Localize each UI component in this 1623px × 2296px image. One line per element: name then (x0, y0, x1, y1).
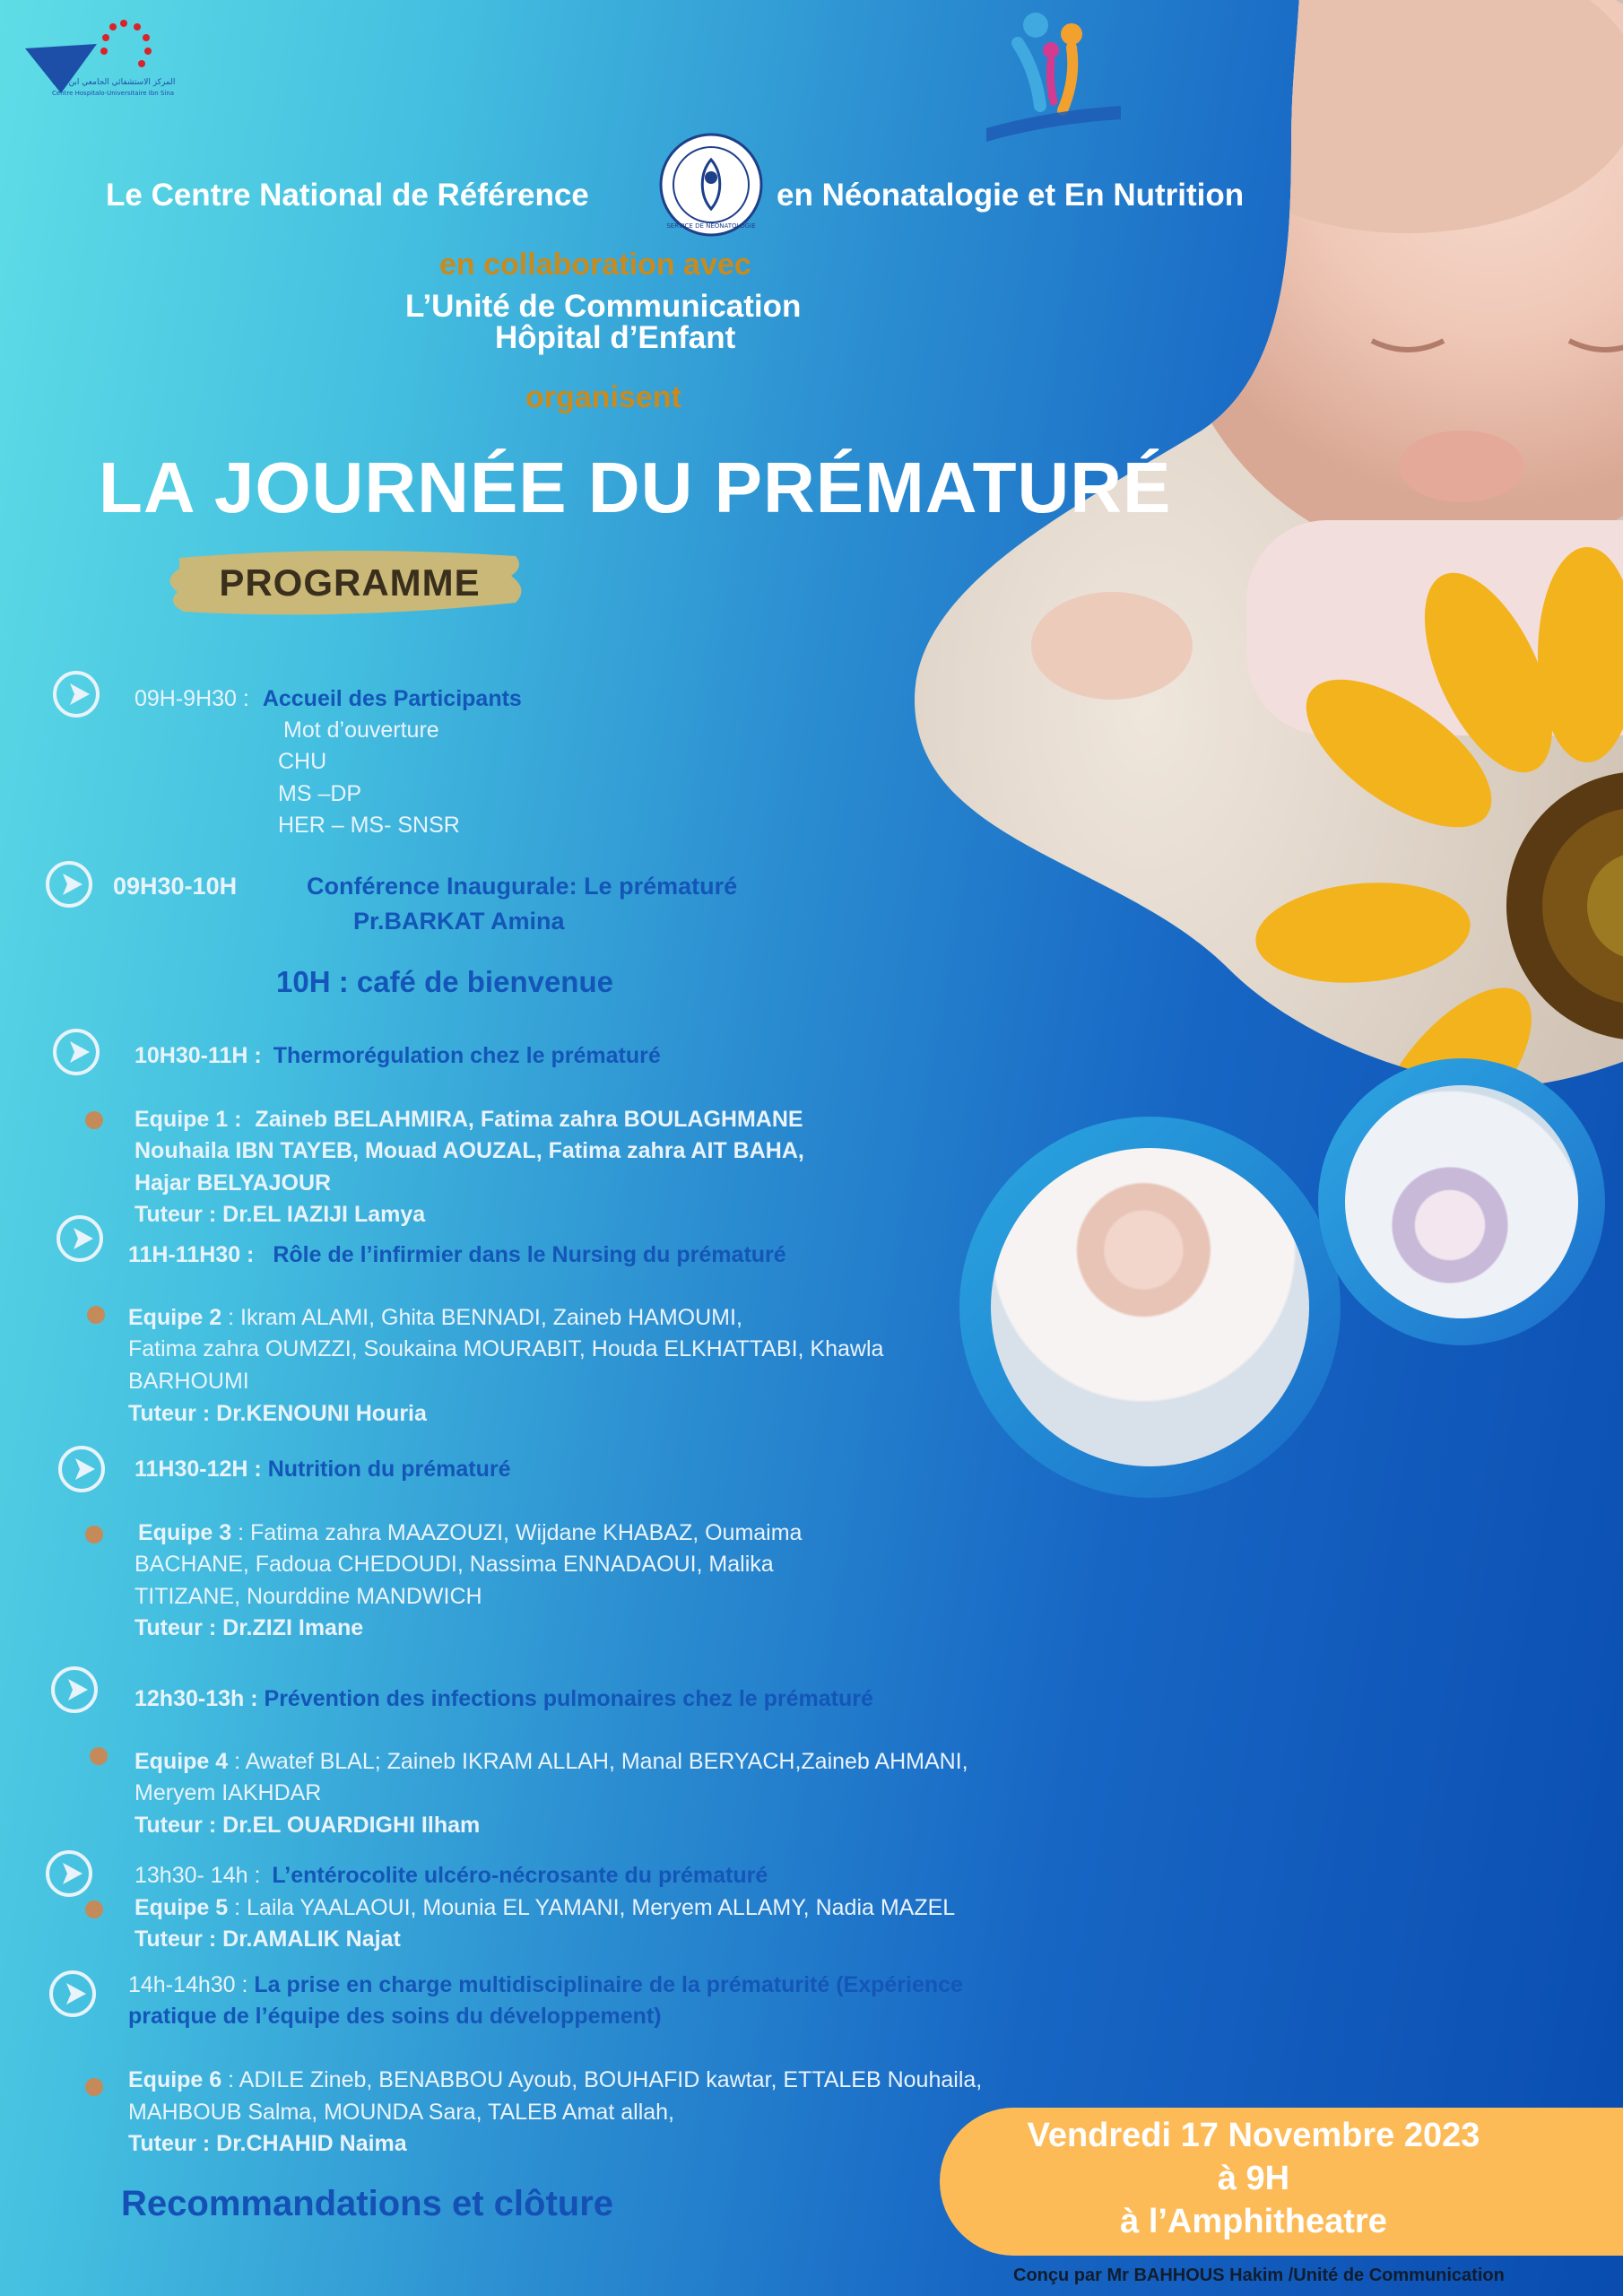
event-date-box (940, 2108, 1623, 2256)
session-6-time: 12h30-13h (135, 1686, 245, 1711)
family-logo (986, 7, 1121, 160)
session-5-tutor-label: Tuteur : (135, 1615, 217, 1640)
session-5-heading (135, 1454, 511, 1485)
session-1-heading (135, 683, 522, 715)
chu-logo-arabic: المركز الاستشفائي الجامعي ابن سينا (52, 78, 176, 87)
session-5-sep: : (247, 1457, 268, 1482)
arrow-circle-icon (54, 1213, 106, 1265)
session-8-tutor-line (128, 2128, 407, 2160)
session-4-tutor: Dr.KENOUNI Houria (216, 1401, 427, 1426)
session-8-title-1: La prise en charge multidisciplinaire de la prématurité (Expérience (254, 1972, 963, 1997)
arrow-circle-icon (48, 1664, 100, 1716)
event-place: à l’Amphitheatre (1120, 2203, 1387, 2240)
session-3-team-label: Equipe 1 : (135, 1107, 242, 1132)
session-1-sub-2: CHU (278, 749, 327, 774)
arrow-circle-icon (47, 1968, 99, 2020)
session-8-title-2: pratique de l’équipe des soins du développement) (128, 2004, 662, 2029)
session-7-tutor-label: Tuteur : (135, 1926, 217, 1952)
incubator-photo-1 (959, 1117, 1341, 1498)
session-5-tutor: Dr.ZIZI Imane (222, 1615, 364, 1640)
bullet-dot (85, 1900, 103, 1918)
session-6-heading (135, 1683, 873, 1715)
bullet-dot (90, 1747, 108, 1765)
session-7-team-label: Equipe 5 (135, 1895, 229, 1920)
session-7-time: 13h30- 14h : (135, 1863, 261, 1888)
session-5-tutor-line (135, 1613, 363, 1644)
session-3-heading (135, 1040, 661, 1072)
organise-text: organisent (525, 380, 681, 414)
arrow-circle-icon (43, 858, 95, 910)
session-3-team-line-1 (135, 1104, 803, 1135)
session-5-team-line-1 (135, 1518, 802, 1549)
session-4-team-line-1 (128, 1302, 742, 1334)
coffee-break: 10H : café de bienvenue (276, 965, 613, 998)
session-8-heading (128, 1970, 963, 2001)
session-1-title: Accueil des Participants (262, 686, 522, 711)
session-3-time: 10H30-11H : (135, 1043, 262, 1068)
session-2-title: Conférence Inaugurale: Le prématuré (307, 873, 738, 900)
session-8-tutor-label: Tuteur : (128, 2131, 211, 2156)
bullet-dot (85, 2078, 103, 2096)
arrow-circle-icon (50, 1026, 102, 1078)
session-8-team-label: Equipe 6 (128, 2067, 222, 2092)
session-6-title: Prévention des infections pulmonaires chez le prématuré (264, 1686, 873, 1711)
session-3-tutor-label: Tuteur : (135, 1202, 217, 1227)
session-7-team-1: : Laila YAALAOUI, Mounia EL YAMANI, Meryem ALLAMY, Nadia MAZEL (234, 1895, 956, 1920)
bullet-dot (85, 1526, 103, 1544)
session-3-team-3: Hajar BELYAJOUR (135, 1170, 332, 1196)
bullet-dot (87, 1306, 105, 1324)
session-6-tutor: Dr.EL OUARDIGHI Ilham (222, 1813, 481, 1838)
design-credit: Conçu par Mr BAHHOUS Hakim /Unité de Communication (1013, 2266, 1505, 2285)
session-5-time: 11H30-12H (135, 1457, 248, 1482)
session-3-tutor: Dr.EL IAZIJI Lamya (222, 1202, 426, 1227)
session-5-team-1: : Fatima zahra MAAZOUZI, Wijdane KHABAZ, Oumaima (238, 1520, 803, 1545)
session-4-team-2: Fatima zahra OUMZZI, Soukaina MOURABIT, Houda ELKHATTABI, Khawla (128, 1336, 884, 1361)
session-5-team-3: TITIZANE, Nourddine MANDWICH (135, 1584, 482, 1609)
session-7-tutor-line (135, 1924, 401, 1955)
arrow-circle-icon (50, 668, 102, 720)
arrow-circle-icon (56, 1443, 108, 1495)
session-4-title: Rôle de l’infirmier dans le Nursing du prématuré (273, 1242, 786, 1267)
hospital-text: Hôpital d’Enfant (495, 320, 736, 355)
session-4-team-1: : Ikram ALAMI, Ghita BENNADI, Zaineb HAMOUMI, (228, 1305, 742, 1330)
incubator-photo-2 (1318, 1058, 1605, 1345)
session-6-team-line-1 (135, 1746, 968, 1778)
session-6-sep: : (244, 1686, 265, 1711)
arrow-circle-icon (43, 1848, 95, 1900)
header-line1-left: Le Centre National de Référence (106, 178, 589, 213)
session-1-sub-3: MS –DP (278, 781, 362, 806)
session-5-title: Nutrition du prématuré (267, 1457, 511, 1482)
session-5-team-label: Equipe 3 (138, 1520, 232, 1545)
session-7-team-line-1 (135, 1892, 955, 1924)
session-8-time: 14h-14h30 : (128, 1972, 248, 1997)
programme-badge (161, 540, 538, 626)
session-4-tutor-label: Tuteur : (128, 1401, 211, 1426)
session-4-tutor-line (128, 1398, 427, 1430)
session-1-sub-1: Mot d’ouverture (283, 718, 439, 743)
session-7-title: L’entérocolite ulcéro-nécrosante du prématuré (272, 1863, 768, 1888)
session-6-team-2: Meryem IAKHDAR (135, 1780, 322, 1805)
session-3-team-1: Zaineb BELAHMIRA, Fatima zahra BOULAGHMANE (255, 1107, 803, 1132)
seal-text: SERVICE DE NEONATOLOGIE (666, 222, 756, 230)
session-8-tutor: Dr.CHAHID Naima (216, 2131, 407, 2156)
event-date: Vendredi 17 Novembre 2023 (1027, 2117, 1480, 2154)
session-6-team-label: Equipe 4 (135, 1749, 229, 1774)
header-line1-right: en Néonatalogie et En Nutrition (777, 178, 1245, 213)
session-7-tutor: Dr.AMALIK Najat (222, 1926, 401, 1952)
session-4-heading (128, 1239, 786, 1271)
collab-text: en collaboration avec (439, 248, 751, 282)
event-time: à 9H (1217, 2160, 1290, 2197)
neonatology-seal (659, 133, 763, 237)
session-8-team-1: : ADILE Zineb, BENABBOU Ayoub, BOUHAFID kawtar, ETTALEB Nouhaila, (228, 2067, 983, 2092)
session-5-team-2: BACHANE, Fadoua CHEDOUDI, Nassima ENNADAOUI, Malika (135, 1552, 774, 1577)
chu-logo (25, 13, 178, 102)
programme-label: PROGRAMME (219, 561, 481, 604)
event-title: LA JOURNÉE DU PRÉMATURÉ (99, 448, 1172, 527)
session-7-heading (135, 1860, 768, 1892)
session-6-tutor-line (135, 1810, 480, 1841)
session-4-team-3: BARHOUMI (128, 1369, 249, 1394)
bullet-dot (85, 1111, 103, 1129)
session-3-title: Thermorégulation chez le prématuré (273, 1043, 661, 1068)
session-1-sub-4: HER – MS- SNSR (278, 813, 460, 838)
unit-text: L’Unité de Communication (405, 289, 802, 324)
chu-logo-latin: Centre Hospitalo-Universitaire Ibn Sina (52, 90, 175, 97)
session-6-team-1: : Awatef BLAL; Zaineb IKRAM ALLAH, Manal BERYACH,Zaineb AHMANI, (234, 1749, 968, 1774)
session-3-tutor-line (135, 1199, 425, 1231)
session-6-tutor-label: Tuteur : (135, 1813, 217, 1838)
session-8-team-2: MAHBOUB Salma, MOUNDA Sara, TALEB Amat allah, (128, 2100, 674, 2125)
session-1-time: 09H-9H30 : (135, 686, 249, 711)
session-4-time: 11H-11H30 : (128, 1242, 255, 1267)
closing-title: Recommandations et clôture (121, 2184, 614, 2223)
session-2-time: 09H30-10H (113, 873, 238, 900)
session-3-team-2: Nouhaila IBN TAYEB, Mouad AOUZAL, Fatima zahra AIT BAHA, (135, 1138, 804, 1163)
session-4-team-label: Equipe 2 (128, 1305, 222, 1330)
session-8-team-line-1 (128, 2065, 982, 2096)
session-2-speaker: Pr.BARKAT Amina (353, 908, 565, 935)
